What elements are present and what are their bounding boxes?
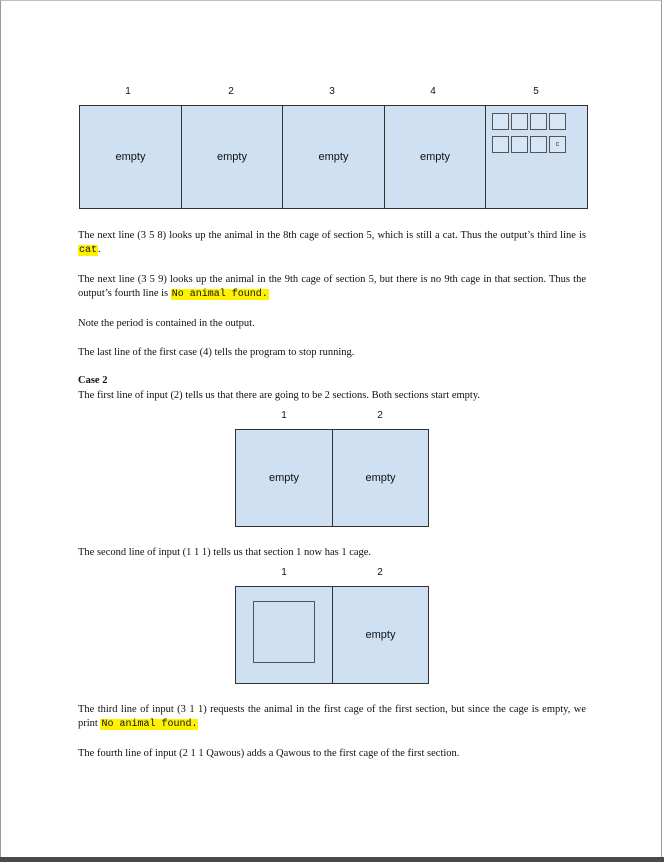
cage-with-cat: c [549,136,566,153]
section-cell: empty [283,106,385,208]
cage [530,113,547,130]
section-cell: empty [80,106,182,208]
section-number: 1 [281,567,287,578]
section-cell-with-cage [236,587,333,683]
paragraph: The second line of input (1 1 1) tells us that section 1 now has 1 cage. [78,547,372,558]
section-cell: empty [333,430,428,526]
code-output: No animal found. [171,289,268,300]
code-output: No animal found. [101,719,198,730]
sections-diagram-case2-empty [235,410,431,528]
section-cell: empty [385,106,486,208]
paragraph-text: The next line (3 5 8) looks up the animal in the 8th cage of section 5, which is still a cat. Thus the output’s third line is [78,230,586,241]
bottom-bar [0,857,664,862]
cage [511,113,528,130]
paragraph: The fourth line of input (2 1 1 Qawous) adds a Qawous to the first cage of the first section. [78,748,460,759]
paragraph-text: The next line (3 5 9) looks up the animal in the 9th cage of section 5, but there is no 9th cage in that section. Thus the output’s fourth line is [78,274,586,299]
section-number: 1 [281,410,287,421]
paragraph-text: The third line of input (3 1 1) requests the animal in the first cage of the first section, but since the cage is empty, we print [78,704,586,729]
section-number: 3 [329,86,335,97]
section-cell: empty [236,430,333,526]
cage [511,136,528,153]
cage [492,136,509,153]
section-number: 4 [430,86,436,97]
section-cell: empty [333,587,428,683]
sections-diagram-case1 [79,86,588,210]
section-number: 2 [228,86,234,97]
paragraph-text: . [98,244,101,255]
cage [530,136,547,153]
cage [492,113,509,130]
paragraph [78,273,586,302]
code-output: cat [79,245,98,256]
cage [253,601,315,663]
section-number: 5 [533,86,539,97]
paragraph [78,703,586,732]
sections-diagram-case2-one-cage [235,567,431,685]
paragraph [78,229,586,258]
section-cell-with-cages [486,106,587,208]
section-number: 2 [377,567,383,578]
case-heading: Case 2 [78,375,108,386]
paragraph: Note the period is contained in the output. [78,318,255,329]
paragraph: The last line of the first case (4) tells the program to stop running. [78,347,355,358]
section-number: 1 [125,86,131,97]
cage-grid [492,113,566,153]
cage [549,113,566,130]
section-cell: empty [182,106,283,208]
section-number: 2 [377,410,383,421]
paragraph: The first line of input (2) tells us that there are going to be 2 sections. Both sections start empty. [78,390,481,401]
